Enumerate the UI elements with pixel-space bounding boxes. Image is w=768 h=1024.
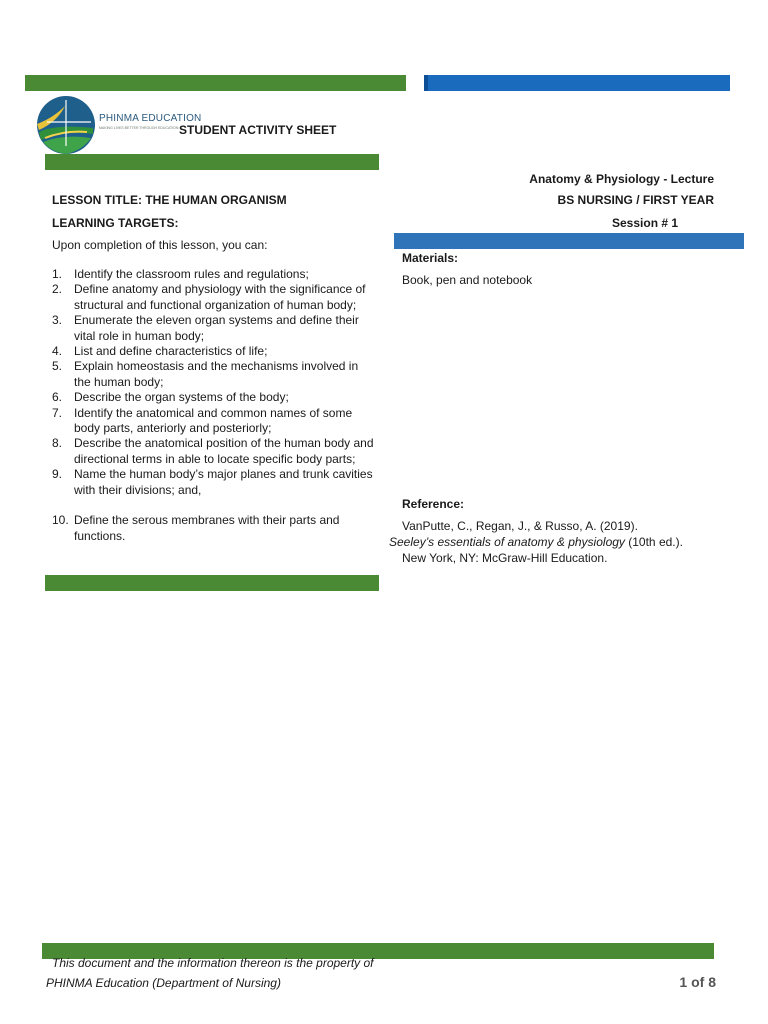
- item-number: 4.: [52, 344, 63, 359]
- item-text: Name the human body’s major planes and trunk cavities with their divisions; and,: [74, 467, 373, 497]
- item-number: 1.: [52, 267, 63, 281]
- item-text: Identify the anatomical and common names of some body parts, anteriorly and posteriorly;: [74, 405, 353, 436]
- item-text: Define the serous membranes with their parts and functions.: [74, 513, 340, 543]
- item-number: 9.: [52, 467, 63, 482]
- item-text: Identify the classroom rules and regulations;: [74, 267, 309, 281]
- materials-label: Materials:: [402, 251, 459, 265]
- page-number: 1 of 8: [679, 974, 716, 990]
- materials-blue-band: [394, 233, 744, 249]
- list-item: [52, 282, 378, 313]
- top-green-band: [25, 75, 406, 91]
- reference-book-title: Seeley’s essentials of anatomy & physiology: [389, 535, 625, 549]
- reference-edition: (10th ed.).: [624, 535, 683, 549]
- item-text: Explain homeostasis and the mechanisms involved in the human body;: [74, 359, 359, 389]
- list-item: [52, 344, 378, 359]
- reference-label: Reference:: [402, 497, 465, 511]
- brand-tagline: MAKING LIVES BETTER THROUGH EDUCATION: [99, 126, 179, 130]
- list-item: [52, 436, 378, 467]
- footer-owner: PHINMA Education (Department of Nursing): [46, 976, 281, 990]
- list-item: [52, 513, 378, 544]
- item-number: 5.: [52, 359, 63, 374]
- item-text: Define anatomy and physiology with the significance of structural and functional organization of human body;: [74, 282, 366, 312]
- list-item: [52, 267, 378, 282]
- item-number: 6.: [52, 390, 63, 405]
- list-item: [52, 390, 378, 405]
- targets-bottom-green-band: [45, 575, 379, 591]
- item-text: Describe the organ systems of the body;: [74, 390, 289, 405]
- item-number: 2.: [52, 282, 63, 297]
- header-green-band: [45, 154, 379, 170]
- phinma-logo: [35, 94, 97, 156]
- lesson-title: LESSON TITLE: THE HUMAN ORGANISM: [52, 193, 287, 207]
- session-label: Session # 1: [612, 216, 679, 230]
- brand-name: PHINMA EDUCATION: [99, 113, 202, 124]
- footer-notice: This document and the information thereon is the property of: [52, 956, 374, 970]
- program-label: BS NURSING / FIRST YEAR: [557, 193, 714, 207]
- list-item: [52, 359, 378, 390]
- targets-intro: Upon completion of this lesson, you can:: [52, 238, 268, 252]
- item-text: Describe the anatomical position of the human body and directional terms in able to locate specific body parts;: [74, 436, 374, 466]
- reference-publisher: New York, NY: McGraw-Hill Education.: [402, 551, 608, 565]
- reference-title-line: [389, 535, 683, 549]
- item-number: 10.: [52, 513, 69, 528]
- list-item: [52, 467, 378, 498]
- learning-targets-heading: LEARNING TARGETS:: [52, 216, 179, 230]
- materials-text: Book, pen and notebook: [402, 273, 533, 287]
- item-number: 3.: [52, 313, 63, 328]
- top-blue-band-edge: [424, 75, 428, 91]
- item-text: Enumerate the eleven organ systems and define their vital role in human body;: [74, 313, 359, 343]
- item-number: 7.: [52, 405, 63, 420]
- learning-targets-list: [52, 267, 378, 544]
- sheet-title: STUDENT ACTIVITY SHEET: [179, 123, 337, 137]
- top-blue-band: [424, 75, 730, 91]
- item-number: 8.: [52, 436, 63, 451]
- item-text: List and define characteristics of life;: [74, 344, 268, 359]
- list-item: [52, 313, 378, 344]
- course-title: Anatomy & Physiology - Lecture: [529, 172, 714, 186]
- list-item: [52, 406, 378, 437]
- reference-authors: VanPutte, C., Regan, J., & Russo, A. (2019).: [402, 519, 638, 533]
